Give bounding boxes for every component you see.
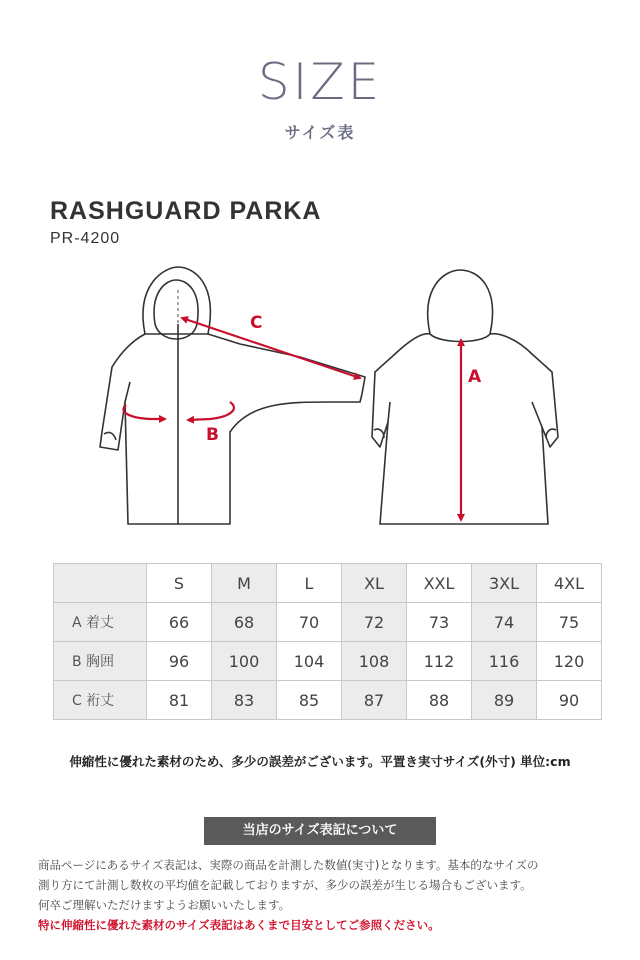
size-header-row xyxy=(54,564,602,603)
table-cell: 116 xyxy=(472,642,537,681)
table-cell: 100 xyxy=(212,642,277,681)
about-line-3: 何卒ご理解いただけますようお願いいたします。 xyxy=(38,898,291,912)
table-cell: 68 xyxy=(212,603,277,642)
row-label-a: A 着丈 xyxy=(54,603,147,642)
about-warning: 特に伸縮性に優れた素材のサイズ表記はあくまで目安としてご参照ください。 xyxy=(38,918,440,932)
about-line-1: 商品ページにあるサイズ表記は、実際の商品を計測した数値(実寸)となります。基本的なサイズの xyxy=(38,858,539,872)
label-c: C xyxy=(250,313,263,333)
row-label-b: B 胸囲 xyxy=(54,642,147,681)
about-sizing-badge: 当店のサイズ表記について xyxy=(204,817,436,845)
label-b: B xyxy=(206,425,219,445)
table-cell: 74 xyxy=(472,603,537,642)
table-corner-cell xyxy=(54,564,147,603)
size-col-l: L xyxy=(277,564,342,603)
table-row-b xyxy=(54,642,602,681)
table-cell: 108 xyxy=(342,642,407,681)
table-cell: 89 xyxy=(472,681,537,720)
size-col-xl: XL xyxy=(342,564,407,603)
about-sizing-text xyxy=(38,855,608,935)
table-cell: 70 xyxy=(277,603,342,642)
table-cell: 85 xyxy=(277,681,342,720)
table-cell: 75 xyxy=(537,603,602,642)
table-row-a xyxy=(54,603,602,642)
size-heading: SIZE xyxy=(257,53,383,111)
back-view xyxy=(372,270,558,524)
about-line-2: 測り方にて計測し数枚の平均値を記載しておりますが、多少の誤差が生じる場合もございます。 xyxy=(38,878,532,892)
table-cell: 72 xyxy=(342,603,407,642)
front-view xyxy=(100,267,365,524)
size-col-4xl: 4XL xyxy=(537,564,602,603)
table-row-c xyxy=(54,681,602,720)
table-cell: 90 xyxy=(537,681,602,720)
row-label-c: C 裄丈 xyxy=(54,681,147,720)
product-name: RASHGUARD PARKA xyxy=(50,197,322,225)
size-table xyxy=(53,563,602,720)
size-col-s: S xyxy=(147,564,212,603)
table-cell: 66 xyxy=(147,603,212,642)
table-cell: 120 xyxy=(537,642,602,681)
table-cell: 96 xyxy=(147,642,212,681)
table-cell: 88 xyxy=(407,681,472,720)
measurement-note: 伸縮性に優れた素材のため、多少の誤差がございます。平置き実寸サイズ(外寸) 単位:cm xyxy=(69,754,571,769)
table-cell: 87 xyxy=(342,681,407,720)
table-cell: 104 xyxy=(277,642,342,681)
table-cell: 81 xyxy=(147,681,212,720)
table-cell: 83 xyxy=(212,681,277,720)
table-cell: 112 xyxy=(407,642,472,681)
parka-diagram xyxy=(90,262,570,532)
size-col-xxl: XXL xyxy=(407,564,472,603)
label-a: A xyxy=(468,367,482,387)
product-code: PR-4200 xyxy=(50,230,121,247)
table-cell: 73 xyxy=(407,603,472,642)
size-subheading: サイズ表 xyxy=(284,123,356,142)
size-col-3xl: 3XL xyxy=(472,564,537,603)
measurement-illustration xyxy=(90,262,570,532)
size-col-m: M xyxy=(212,564,277,603)
